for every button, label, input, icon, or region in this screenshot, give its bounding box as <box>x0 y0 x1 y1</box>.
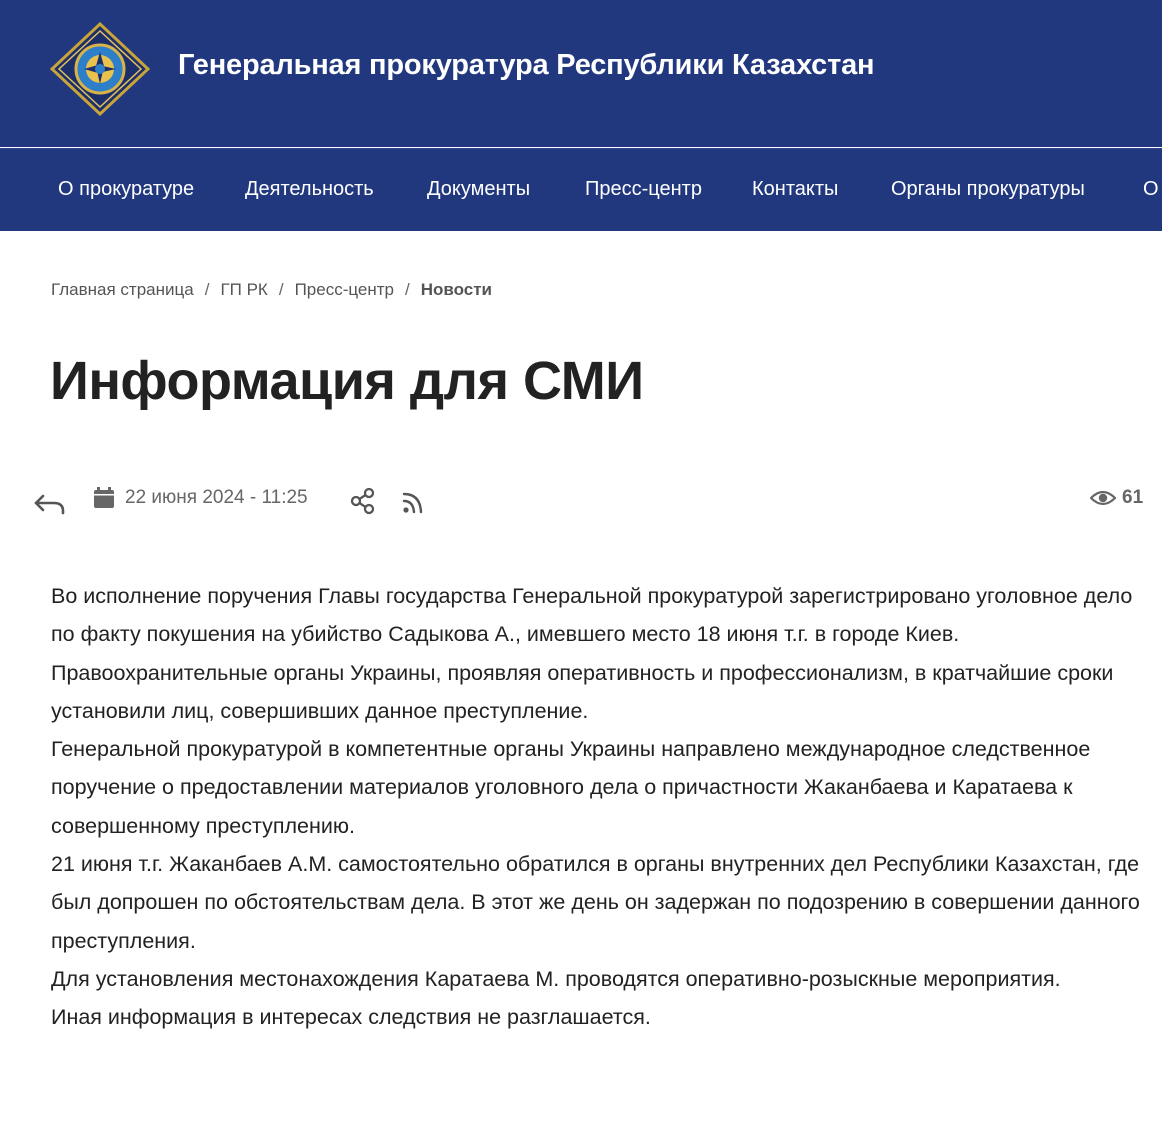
rss-icon[interactable] <box>400 487 426 515</box>
breadcrumb-gp-rk[interactable]: ГП РК <box>220 280 268 299</box>
article-paragraph: Для установления местонахождения Каратаева М. проводятся оперативно-розыскные мероприятия. <box>51 966 1061 991</box>
breadcrumb-separator: / <box>404 280 410 299</box>
breadcrumb-separator: / <box>278 280 284 299</box>
nav-item-about[interactable]: О прокуратуре <box>58 178 195 200</box>
article-body <box>51 577 1146 1037</box>
breadcrumb <box>51 280 492 300</box>
nav-item-activity[interactable]: Деятельность <box>245 178 374 200</box>
site-header <box>0 0 1162 147</box>
share-icon[interactable] <box>350 487 376 515</box>
article-paragraph: Во исполнение поручения Главы государства Генеральной прокуратурой зарегистрировано уголовное дело по факту покушения на убийство Садыкова А., имевшего место 18 июня т.г. в городе Киев. <box>51 584 1133 647</box>
article-paragraph: Генеральной прокуратурой в компетентные органы Украины направлено международное следственное поручение о предоставлении материалов уголовного дела о причастности Жаканбаева и Каратаева к совершенному преступлению. <box>51 737 1091 838</box>
view-count: 61 <box>1122 487 1144 508</box>
publish-date: 22 июня 2024 - 11:25 <box>125 487 308 508</box>
page-title: Информация для СМИ <box>50 351 644 411</box>
article-paragraph: Иная информация в интересах следствия не разглашается. <box>51 1005 651 1030</box>
breadcrumb-separator: / <box>204 280 210 299</box>
nav-item-press-center[interactable]: Пресс-центр <box>585 178 702 200</box>
calendar-icon <box>93 487 115 509</box>
article-meta <box>30 483 1150 519</box>
main-nav <box>0 148 1162 231</box>
article-paragraph: 21 июня т.г. Жаканбаев А.М. самостоятельно обратился в органы внутренних дел Республики Казахстан, где был допрошен по обстоятельствам дела. В этот же день он задержан по подозрению в совершении данного преступления. <box>51 852 1140 953</box>
prosecutor-emblem-icon[interactable] <box>50 22 150 116</box>
nav-item-documents[interactable]: Документы <box>427 178 531 200</box>
nav-item-contacts[interactable]: Контакты <box>752 178 839 200</box>
site-title[interactable]: Генеральная прокуратура Республики Казахстан <box>178 49 875 81</box>
back-arrow-icon[interactable] <box>32 487 66 515</box>
breadcrumb-press-center[interactable]: Пресс-центр <box>294 280 394 299</box>
nav-item-more[interactable]: О <box>1143 178 1159 200</box>
eye-icon <box>1090 488 1116 508</box>
nav-item-prosecution-bodies[interactable]: Органы прокуратуры <box>891 178 1085 200</box>
article-paragraph: Правоохранительные органы Украины, проявляя оперативность и профессионализм, в кратчайшие сроки установили лиц, совершивших данное преступление. <box>51 660 1114 723</box>
breadcrumb-home[interactable]: Главная страница <box>51 280 194 299</box>
breadcrumb-current: Новости <box>420 280 492 299</box>
